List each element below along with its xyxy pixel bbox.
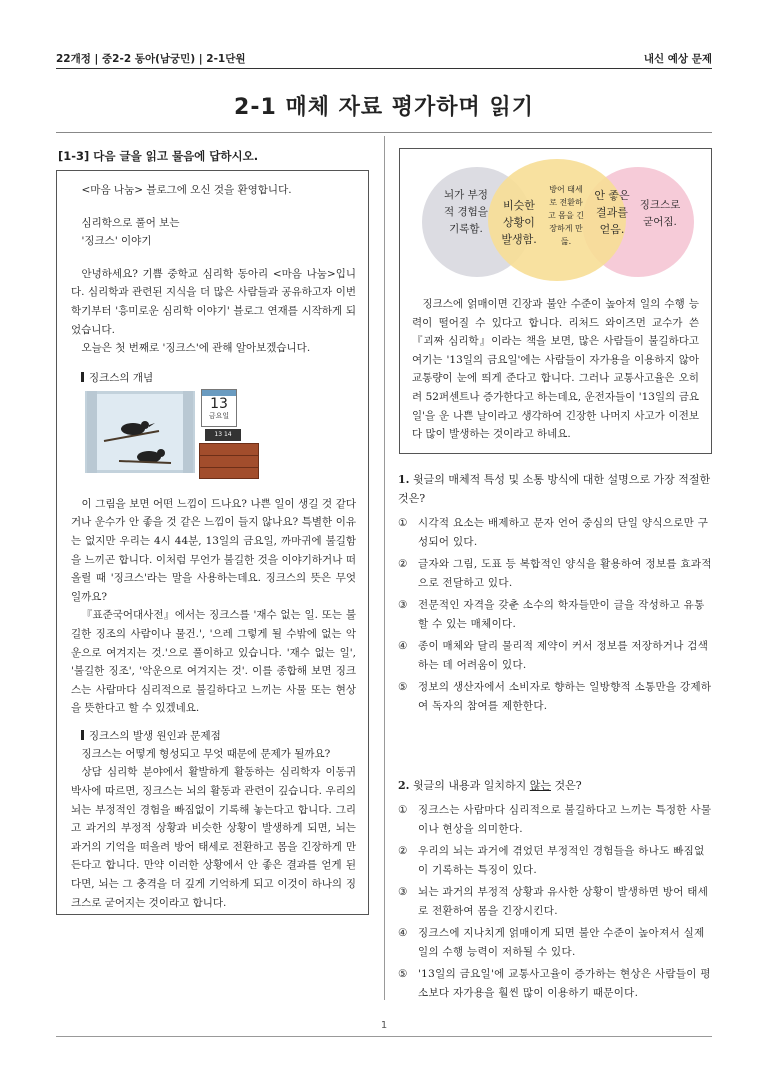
passage-paragraph: 징크스에 얽매이면 긴장과 불안 수준이 높아져 일의 수행 능력이 떨어질 수 있다고 합니다. 리처드 와이즈먼 교수가 쓴 『괴짜 심리학』이라는 책을 보면, 많은 사람들이 불길하다고 여기는 '13일의 금요일'에는 사람들이 자가용을 이용하지 않아 교통량이 눈에 띄게 준다고 합니다. 그러나 교통사고율은 오히려 52퍼센트나 증가한다고 하는데요, 운전자들이 '13일의 금요일'을 운 나쁜 날이라고 생각하여 긴장한 나머지 사고가 이전보다 많이 발생하는 것이라고 하네요. <box>412 298 699 441</box>
option-number: ① <box>398 517 408 529</box>
q1-options <box>398 514 714 716</box>
option-number: ① <box>398 804 408 816</box>
section-heading-cause: 징크스의 발생 원인과 문제점 <box>81 728 356 743</box>
venn-diagram <box>400 149 711 289</box>
option-number: ④ <box>398 927 408 939</box>
option-text: 정보의 생산자에서 소비자로 향하는 일방향적 소통만을 강제하여 독자의 참여를 제한한다. <box>418 681 712 712</box>
passage-box <box>56 170 369 915</box>
page-number: 1 <box>380 1020 388 1031</box>
answer-option[interactable] <box>398 924 714 962</box>
option-number: ⑤ <box>398 968 408 980</box>
answer-option[interactable] <box>398 965 714 1003</box>
answer-option[interactable] <box>398 555 714 593</box>
option-number: ② <box>398 845 408 857</box>
option-text: 시각적 요소는 배제하고 문자 언어 중심의 단일 양식으로만 구성되어 있다. <box>418 517 709 548</box>
passage-paragraph: 오늘은 첫 번째로 '징크스'에 관해 알아보겠습니다. <box>81 342 311 355</box>
heading-bar-icon <box>81 372 84 382</box>
option-number: ② <box>398 558 408 570</box>
option-number: ③ <box>398 599 408 611</box>
answer-option[interactable] <box>398 596 714 634</box>
answer-option[interactable] <box>398 842 714 880</box>
passage-paragraph: 안녕하세요? 기쁨 중학교 심리학 동아리 <마음 나눔>입니다. 심리학과 관련된 지식을 더 많은 사람들과 공유하고자 이번 학기부터 '흥미로운 심리학 이야기' 블로그 연재를 시작하게 되었습니다. <box>71 267 356 336</box>
crow-icon <box>99 417 185 471</box>
answer-option[interactable] <box>398 637 714 675</box>
option-text: 종이 매체와 달리 물리적 제약이 커서 정보를 저장하거나 검색하는 데 어려움이 있다. <box>418 640 709 671</box>
section-heading-concept: 징크스의 개념 <box>81 370 356 385</box>
option-number: ③ <box>398 886 408 898</box>
q2-options <box>398 801 714 1003</box>
page-header <box>56 47 712 67</box>
blog-heading: '징크스' 이야기 <box>81 235 152 248</box>
option-number: ④ <box>398 640 408 652</box>
alarm-clock-icon: 13 14 <box>205 429 241 441</box>
blog-welcome: <마음 나눔> 블로그에 오신 것을 환영합니다. <box>81 184 292 196</box>
option-text: 징크스에 지나치게 얽매이게 되면 불안 수준이 높아져서 실제 일의 수행 능력이 저하될 수 있다. <box>418 927 705 958</box>
option-text: 뇌는 과거의 부정적 상황과 유사한 상황이 발생하면 방어 태세로 전환하여 몸을 긴장시킨다. <box>418 886 709 917</box>
page-title: 2-1 매체 자료 평가하며 읽기 <box>234 95 534 120</box>
drawer-icon <box>199 443 259 479</box>
blog-subtitle: 심리학으로 풀어 보는 <box>81 216 180 229</box>
question-2 <box>398 776 714 1006</box>
answer-option[interactable] <box>398 678 714 716</box>
venn-text-2b: 방어 태세로 전환하고 몸을 긴장하게 만듦. <box>548 185 584 246</box>
question-stem: 1. 윗글의 매체적 특성 및 소통 방식에 대한 설명으로 가장 적절한 것은? <box>398 473 711 505</box>
venn-text-2a: 비슷한 상황이 발생함. <box>501 199 537 246</box>
passage-paragraph: 이 그림을 보면 어떤 느낌이 드나요? 나쁜 일이 생길 것 같다거나 운수가 안 좋을 것 같은 느낌이 들지 않나요? 특별한 이유는 없지만 우리는 4시 44분, 13일의 금요일, 까마귀에 불길함을 느끼곤 합니다. 이처럼 무언가 불길한 것을 이야기하거나 떠올릴 때 '징크스'라는 말을 사용하는데요. 징크스의 뜻은 무엇일까요? <box>71 497 356 603</box>
venn-text-3a: 안 좋은 결과를 얻음. <box>594 189 630 236</box>
venn-text-3b: 징크스로 굳어짐. <box>639 199 681 228</box>
header-label: 내신 예상 문제 <box>643 53 712 65</box>
option-text: 징크스는 사람마다 심리적으로 불길하다고 느끼는 특정한 사물이나 현상을 의미한다. <box>418 804 712 835</box>
question-1 <box>398 470 714 719</box>
answer-option[interactable] <box>398 883 714 921</box>
passage-box-continued <box>399 148 712 454</box>
question-stem: 2. 윗글의 내용과 일치하지 않는 것은? <box>398 779 582 792</box>
heading-bar-icon <box>81 730 84 740</box>
calendar-icon: 13 금요일 <box>201 389 237 427</box>
jinx-illustration <box>85 389 275 481</box>
header-source: 22개정 | 중2-2 동아(남궁민) | 2-1단원 <box>56 53 246 65</box>
option-text: 전문적인 자격을 갖춘 소수의 학자들만이 글을 작성하고 유통할 수 있는 매체이다. <box>418 599 705 630</box>
passage-paragraph: 『표준국어대사전』에서는 징크스를 '재수 없는 일. 또는 불길한 징조의 사람이나 물건.', '으레 그렇게 될 수밖에 없는 악운으로 여겨지는 것.'으로 풀이하고 있습니다. '재수 없는 일', '불길한 징조', '악운으로 여겨지는 것'. 이를 종합해 보면 징크스는 사람마다 심리적으로 불길하다고 느끼는 사물 또는 현상을 뜻한다고 할 수 있겠네요. <box>71 609 356 715</box>
venn-text-1: 뇌가 부정적 경험을 기록함. <box>444 189 488 235</box>
passage-paragraph: 징크스는 어떻게 형성되고 무엇 때문에 문제가 될까요? <box>81 747 331 760</box>
option-text: 글자와 그림, 도표 등 복합적인 양식을 활용하여 정보를 효과적으로 전달하고 있다. <box>418 558 712 589</box>
title-rule <box>56 132 712 133</box>
passage-paragraph: 상담 심리학 분야에서 활발하게 활동하는 심리학자 이동귀 박사에 따르면, 징크스는 뇌의 활동과 관련이 깊습니다. 우리의 뇌는 부정적인 경험을 빠짐없이 기록해 놓는다고 합니다. 그리고 과거의 부정적 상황과 비슷한 상황이 발생하게 되면, 뇌는 과거의 기억을 떠올려 방어 태세로 전환하고 몸을 긴장하게 만든다고 합니다. 만약 이러한 상황에서 안 좋은 결과를 얻게 된다면, 뇌는 그 충격을 더 깊게 기억하게 되고 이것이 하나의 징크스로 굳어지는 것이라고 합니다. <box>71 766 356 909</box>
column-divider <box>384 136 385 1000</box>
footer-rule <box>56 1036 712 1037</box>
option-text: '13일의 금요일'에 교통사고율이 증가하는 현상은 사람들이 평소보다 자가용을 훨씬 많이 이용하기 때문이다. <box>418 968 711 999</box>
option-text: 우리의 뇌는 과거에 겪었던 부정적인 경험들을 하나도 빠짐없이 기록하는 특징이 있다. <box>418 845 705 876</box>
question-instruction: [1-3] 다음 글을 읽고 물음에 답하시오. <box>58 149 259 163</box>
answer-option[interactable] <box>398 514 714 552</box>
option-number: ⑤ <box>398 681 408 693</box>
answer-option[interactable] <box>398 801 714 839</box>
header-rule <box>56 68 712 69</box>
